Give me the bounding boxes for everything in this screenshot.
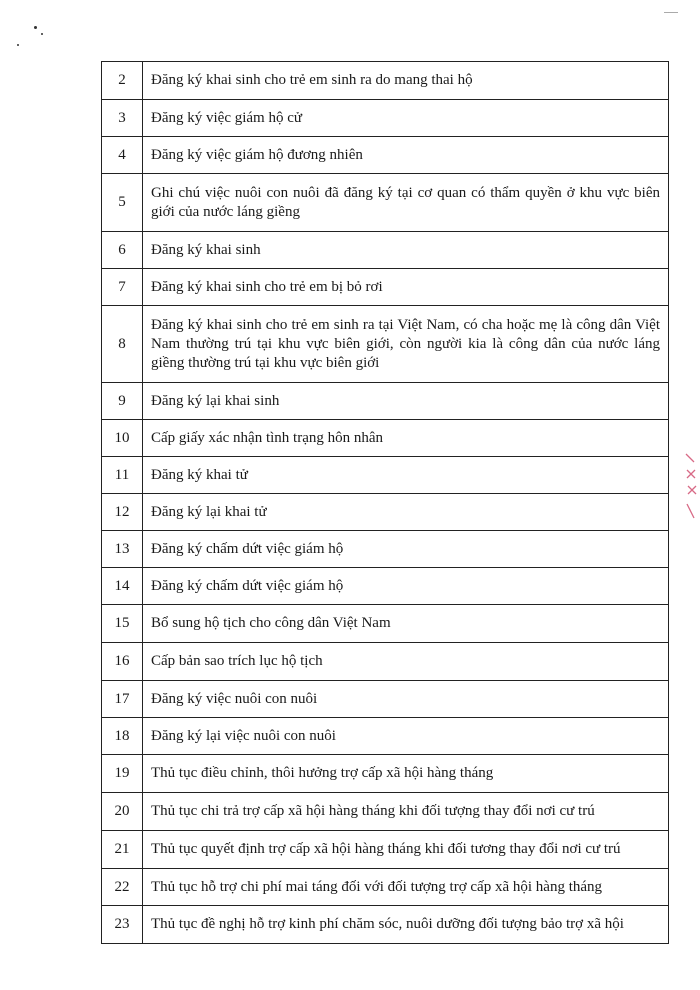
- scan-speck: [41, 33, 43, 35]
- procedure-name: Thủ tục đề nghị hỗ trợ kinh phí chăm sóc, nuôi dưỡng đối tượng bảo trợ xã hội: [143, 906, 669, 944]
- row-number: 22: [102, 869, 143, 906]
- table-row: [102, 269, 669, 306]
- row-number: 8: [102, 306, 143, 383]
- row-number: 20: [102, 793, 143, 831]
- procedure-name: Đăng ký khai sinh cho trẻ em sinh ra do mang thai hộ: [143, 62, 669, 100]
- procedure-name: Đăng ký khai sinh cho trẻ em bị bỏ rơi: [143, 269, 669, 306]
- row-number: 18: [102, 718, 143, 755]
- row-number: 3: [102, 100, 143, 137]
- procedures-table: [101, 61, 669, 944]
- scan-speck: [34, 26, 37, 29]
- table-row: [102, 62, 669, 100]
- procedure-name: Đăng ký chấm dứt việc giám hộ: [143, 568, 669, 605]
- procedure-name: Thủ tục điều chỉnh, thôi hưởng trợ cấp xã hội hàng tháng: [143, 755, 669, 793]
- row-number: 23: [102, 906, 143, 944]
- procedure-name: Đăng ký chấm dứt việc giám hộ: [143, 531, 669, 568]
- table-row: [102, 906, 669, 944]
- row-number: 9: [102, 383, 143, 420]
- procedure-name: Đăng ký lại việc nuôi con nuôi: [143, 718, 669, 755]
- table-row: [102, 605, 669, 643]
- row-number: 12: [102, 494, 143, 531]
- row-number: 6: [102, 232, 143, 269]
- table-row: [102, 232, 669, 269]
- table-row: [102, 755, 669, 793]
- procedure-name: Đăng ký việc nuôi con nuôi: [143, 681, 669, 718]
- table-row: [102, 793, 669, 831]
- procedure-name: Cấp bản sao trích lục hộ tịch: [143, 643, 669, 681]
- table-row: [102, 100, 669, 137]
- row-number: 11: [102, 457, 143, 494]
- procedure-name: Đăng ký việc giám hộ cử: [143, 100, 669, 137]
- procedure-name: Ghi chú việc nuôi con nuôi đã đăng ký tại cơ quan có thẩm quyền ở khu vực biên giới của nước láng giềng: [143, 174, 669, 232]
- table-row: [102, 420, 669, 457]
- row-number: 19: [102, 755, 143, 793]
- table-row: [102, 681, 669, 718]
- row-number: 21: [102, 831, 143, 869]
- procedure-name: Thủ tục quyết định trợ cấp xã hội hàng tháng khi đối tương thay đổi nơi cư trú: [143, 831, 669, 869]
- table-row: [102, 137, 669, 174]
- table-row: [102, 494, 669, 531]
- procedure-name: Cấp giấy xác nhận tình trạng hôn nhân: [143, 420, 669, 457]
- procedure-name: Thủ tục chi trả trợ cấp xã hội hàng tháng khi đối tượng thay đổi nơi cư trú: [143, 793, 669, 831]
- scan-speck: [17, 44, 19, 46]
- table-row: [102, 831, 669, 869]
- table-row: [102, 643, 669, 681]
- row-number: 7: [102, 269, 143, 306]
- row-number: 13: [102, 531, 143, 568]
- procedure-name: Đăng ký việc giám hộ đương nhiên: [143, 137, 669, 174]
- procedure-name: Thủ tục hỗ trợ chi phí mai táng đối với đối tượng trợ cấp xã hội hàng tháng: [143, 869, 669, 906]
- table-row: [102, 306, 669, 383]
- row-number: 10: [102, 420, 143, 457]
- procedure-name: Đăng ký khai tử: [143, 457, 669, 494]
- row-number: 5: [102, 174, 143, 232]
- row-number: 4: [102, 137, 143, 174]
- row-number: 17: [102, 681, 143, 718]
- procedure-name: Bổ sung hộ tịch cho công dân Việt Nam: [143, 605, 669, 643]
- row-number: 14: [102, 568, 143, 605]
- table-row: [102, 174, 669, 232]
- row-number: 16: [102, 643, 143, 681]
- procedure-name: Đăng ký lại khai tử: [143, 494, 669, 531]
- table-row: [102, 531, 669, 568]
- procedure-name: Đăng ký khai sinh: [143, 232, 669, 269]
- procedure-name: Đăng ký khai sinh cho trẻ em sinh ra tại Việt Nam, có cha hoặc mẹ là công dân Việt Nam thường trú tại khu vực biên giới, còn người kia là công dân của nước láng giềng thường trú tại khu vực biên giới: [143, 306, 669, 383]
- procedure-name: Đăng ký lại khai sinh: [143, 383, 669, 420]
- table-row: [102, 457, 669, 494]
- table-row: [102, 718, 669, 755]
- row-number: 2: [102, 62, 143, 100]
- procedures-table-body: [102, 62, 669, 944]
- row-number: 15: [102, 605, 143, 643]
- margin-pen-mark: [684, 448, 698, 528]
- table-row: [102, 568, 669, 605]
- table-row: [102, 383, 669, 420]
- table-row: [102, 869, 669, 906]
- scan-speck: [664, 12, 678, 13]
